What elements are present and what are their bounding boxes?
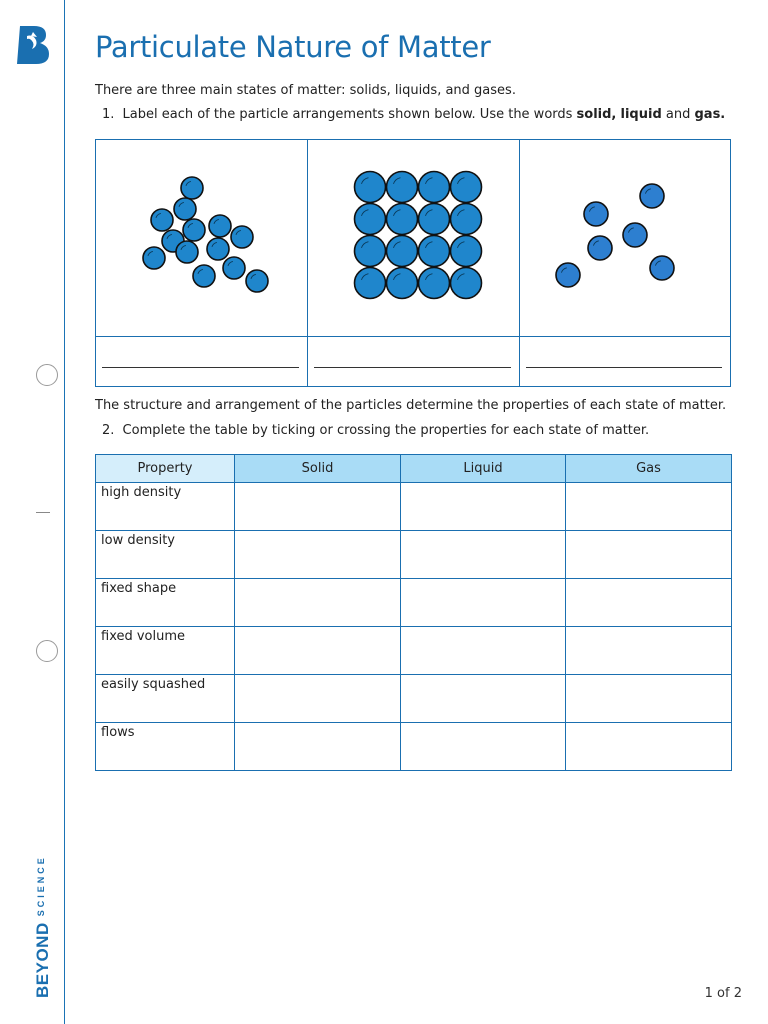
table-row — [96, 627, 732, 675]
particle-icon — [231, 226, 253, 248]
page-number: 1 of 2 — [704, 986, 742, 1001]
answer-cell-solid[interactable] — [235, 723, 401, 771]
particle-icon — [181, 177, 203, 199]
margin-line — [64, 0, 65, 1024]
particle-icon — [623, 223, 647, 247]
table-row — [96, 531, 732, 579]
question-1 — [102, 107, 725, 122]
table-row — [96, 483, 732, 531]
binder-hole — [36, 640, 58, 662]
particle-icon — [451, 268, 482, 299]
answer-cell-gas[interactable] — [566, 723, 732, 771]
answer-cell-liquid[interactable] — [401, 483, 566, 531]
answer-line-1 — [102, 367, 299, 368]
answer-cell-liquid[interactable] — [401, 579, 566, 627]
answer-cell-solid[interactable] — [235, 579, 401, 627]
label-cell-3[interactable] — [520, 336, 730, 386]
answer-line-2 — [314, 367, 511, 368]
brand-word-science: SCIENCE — [36, 855, 46, 917]
word-gas: gas. — [694, 107, 726, 122]
answer-cell-gas[interactable] — [566, 627, 732, 675]
answer-cell-solid[interactable] — [235, 531, 401, 579]
particle-icon — [650, 256, 674, 280]
label-cell-2[interactable] — [308, 336, 520, 386]
particle-icon — [640, 184, 664, 208]
answer-cell-liquid[interactable] — [401, 675, 566, 723]
particle-arrangement-table — [95, 139, 731, 387]
particle-icon — [143, 247, 165, 269]
particle-illustrations — [96, 140, 730, 336]
particle-icon — [451, 172, 482, 203]
particle-icon — [176, 241, 198, 263]
particle-icon — [419, 204, 450, 235]
intro-text: There are three main states of matter: solids, liquids, and gases. — [95, 83, 516, 98]
header-liquid: Liquid — [401, 455, 566, 483]
table-row — [96, 723, 732, 771]
property-name: fixed volume — [96, 627, 235, 675]
particle-icon — [588, 236, 612, 260]
particle-icon — [174, 198, 196, 220]
particle-icon — [451, 204, 482, 235]
beyond-logo-icon — [14, 24, 54, 66]
answer-cell-solid[interactable] — [235, 627, 401, 675]
answer-cell-liquid[interactable] — [401, 723, 566, 771]
particle-icon — [419, 268, 450, 299]
answer-cell-solid[interactable] — [235, 483, 401, 531]
answer-cell-liquid[interactable] — [401, 531, 566, 579]
question-2 — [102, 423, 649, 438]
brand-wordmark — [33, 855, 53, 998]
structure-text: The structure and arrangement of the particles determine the properties of each state of matter. — [95, 398, 727, 413]
particle-icon — [355, 268, 386, 299]
particle-icon — [419, 236, 450, 267]
property-name: easily squashed — [96, 675, 235, 723]
property-name: high density — [96, 483, 235, 531]
gas-particles-illustration — [556, 184, 674, 287]
answer-cell-solid[interactable] — [235, 675, 401, 723]
particle-icon — [246, 270, 268, 292]
property-name: low density — [96, 531, 235, 579]
question-1-text: Label each of the particle arrangements shown below. Use the words — [122, 107, 577, 122]
answer-cell-gas[interactable] — [566, 531, 732, 579]
liquid-particles-illustration — [143, 177, 268, 292]
answer-cell-gas[interactable] — [566, 483, 732, 531]
brand-word-beyond: BEYOND — [33, 922, 52, 998]
particle-icon — [387, 268, 418, 299]
answer-cell-gas[interactable] — [566, 579, 732, 627]
particle-icon — [355, 236, 386, 267]
properties-table — [95, 454, 732, 771]
particle-icon — [207, 238, 229, 260]
answer-cell-liquid[interactable] — [401, 627, 566, 675]
particle-icon — [193, 265, 215, 287]
question-2-text: Complete the table by ticking or crossing the properties for each state of matter. — [122, 423, 650, 438]
answer-cell-gas[interactable] — [566, 675, 732, 723]
particle-icon — [451, 236, 482, 267]
particle-icon — [584, 202, 608, 226]
particle-icon — [419, 172, 450, 203]
header-solid: Solid — [235, 455, 401, 483]
label-cell-1[interactable] — [96, 336, 308, 386]
particle-icon — [355, 172, 386, 203]
property-name: fixed shape — [96, 579, 235, 627]
particle-icon — [355, 204, 386, 235]
particle-icon — [387, 236, 418, 267]
particle-icon — [387, 172, 418, 203]
solid-particles-illustration — [355, 172, 482, 299]
word-liquid: liquid — [620, 107, 662, 122]
page-title: Particulate Nature of Matter — [95, 30, 491, 64]
question-2-number: 2. — [102, 423, 115, 438]
table-row — [96, 579, 732, 627]
header-property: Property — [96, 455, 235, 483]
particle-icon — [387, 204, 418, 235]
property-name: flows — [96, 723, 235, 771]
particle-icon — [223, 257, 245, 279]
header-gas: Gas — [566, 455, 732, 483]
fold-mark — [36, 512, 50, 513]
word-and: and — [661, 107, 695, 122]
question-1-number: 1. — [102, 107, 115, 122]
particle-icon — [183, 219, 205, 241]
table-row — [96, 675, 732, 723]
answer-line-3 — [526, 367, 722, 368]
particle-icon — [556, 263, 580, 287]
particle-icon — [151, 209, 173, 231]
binder-hole — [36, 364, 58, 386]
word-solid: solid, — [576, 107, 617, 122]
particle-icon — [209, 215, 231, 237]
